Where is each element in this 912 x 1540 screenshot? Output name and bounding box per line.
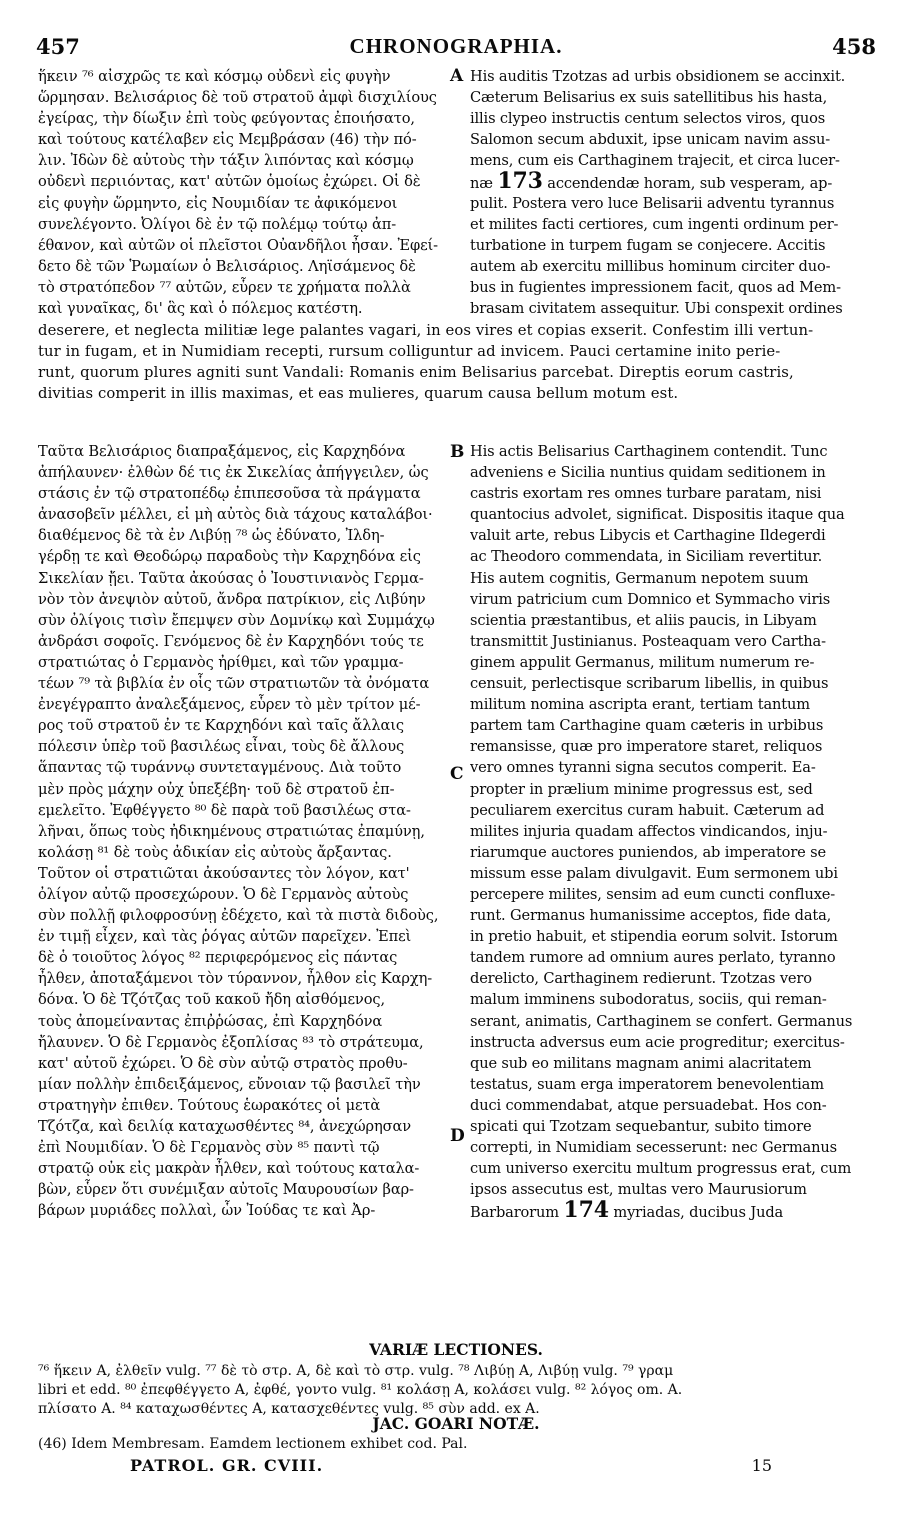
page-number-right: 458 (832, 34, 876, 59)
greek-text-line: νὸν τὸν ἀνεψιὸν αὐτοῦ, ἄνδρα πατρίκιον, εἰς Λιβύην (38, 590, 426, 608)
greek-text-line: δόνα. Ὁ δὲ Τζότζας τοῦ κακοῦ ἤδη αἰσθόμενος, (38, 991, 385, 1009)
latin-text-line: tandem rumore ad omnium aures perlato, tyranno (470, 949, 836, 967)
latin-text-line: vero omnes tyranni signa secutos comperit. Ea- (470, 759, 816, 777)
latin-text-line: milites injuria quadam affectos vindicandos, inju- (470, 822, 828, 840)
latin-text-line: quantocius advolet, significat. Dispositis itaque qua (470, 506, 845, 524)
latin-text-line: autem ab exercitu millibus hominum circiter duo- (470, 257, 831, 275)
greek-text-line: λῆναι, ὅπως τοὺς ἠδικημένους στρατιώτας ἐπαμύνῃ, (38, 822, 425, 840)
latin-text-line: brasam civitatem assequitur. Ubi conspexit ordines (470, 300, 843, 318)
latin-text-line: His actis Belisarius Carthaginem contendit. Tunc (470, 443, 828, 460)
latin-text-line: mens, cum eis Carthaginem trajecit, et circa lucer- (470, 152, 840, 170)
goari-notes-heading: JAC. GOARI NOTÆ. (372, 1414, 540, 1433)
latin-text-line: His auditis Tzotzas ad urbis obsidionem se accinxit. (470, 68, 846, 85)
latin-text-line: valuit arte, rebus Libycis et Carthagine Ildegerdi (470, 527, 826, 545)
greek-text-line: δετο δὲ τῶν Ῥωμαίων ὁ Βελισάριος. Ληϊσάμενος δὲ (38, 257, 416, 275)
latin-text-line: pulit. Postera vero luce Belisarii adventu tyrannus (470, 194, 835, 212)
greek-text-line: ἐν τιμῇ εἶχεν, καὶ τὰς ῥόγας αὐτῶν παρεῖχεν. Ἐπεὶ (38, 928, 412, 946)
latin-text-line: serant, animatis, Carthaginem se confert. Germanus (470, 1012, 853, 1030)
latin-text-line: turbatione in turpem fugam se conjecere. Accitis (470, 236, 826, 254)
greek-text-line: τέων ⁷⁹ τὰ βιβλία ἐν οἷς τῶν στρατιωτῶν τὰ ὀνόματα (38, 675, 430, 693)
latin-text-line: malum imminens subodoratus, sociis, qui reman- (470, 991, 827, 1009)
greek-text-line: στάσις ἐν τῷ στρατοπέδῳ ἐπιπεσοῦσα τὰ πράγματα (38, 485, 421, 503)
greek-text-line: στρατηγὴν ἐπιθεν. Τούτους ἑωρακότες οἱ μετὰ (38, 1096, 381, 1114)
variae-lectiones-notes (38, 1362, 872, 1419)
latin-text-line: percepere milites, sensim ad eum cuncti confluxe- (470, 885, 836, 903)
latin-text-line: ac Theodoro commendata, in Siciliam revertitur. (470, 548, 823, 566)
signature-mark: 15 (751, 1456, 772, 1475)
greek-text-line: σὺν πολλῇ φιλοφροσύνῃ ἐδέχετο, καὶ τὰ πιστὰ διδοὺς, (38, 907, 439, 925)
greek-text-line: ἀπήλαυνεν· ἐλθὼν δέ τις ἐκ Σικελίας ἀπήγγειλεν, ὡς (38, 464, 429, 482)
greek-text-line: πόλεσιν ὑπὲρ τοῦ βασιλέως εἶναι, τοὺς δὲ ἄλλους (38, 738, 405, 756)
greek-text-line: στρατῷ οὐκ εἰς μακρὰν ἦλθεν, καὶ τούτους καταλα- (38, 1160, 420, 1178)
latin-text-line: propter in prælium minime progressus est, sed (470, 780, 813, 798)
column-marker-number: 174 (563, 1197, 609, 1222)
greek-text-line: εμελεῖτο. Ἐφθέγγετο ⁸⁰ δὲ παρὰ τοῦ βασιλέως στα- (38, 801, 411, 819)
goari-note (38, 1435, 872, 1454)
running-title: CHRONOGRAPHIA. (349, 34, 563, 58)
latin-text-line: in pretio habuit, et stipendia eorum solvit. Istorum (470, 928, 838, 946)
latin-text-line: et milites facti certiores, cum ingenti ordinum per- (470, 215, 839, 233)
greek-text-line: τοὺς ἀπομείναντας ἐπιῤῥώσας, ἐπὶ Καρχηδόνα (38, 1012, 383, 1030)
latin-text-line: Cæterum Belisarius ex suis satellitibus his hasta, (470, 89, 828, 107)
variant-reading-line: libri et edd. ⁸⁰ ἐπεφθέγγετο A, ἐφθέ, γοντο vulg. ⁸¹ κολάσῃ A, κολάσει vulg. ⁸² λόγος om. A. (38, 1382, 683, 1398)
greek-text-line: βὼν, εὗρεν ὅτι συνέμιξαν αὐτοῖς Μαυρουσίων βαρ- (38, 1181, 414, 1199)
goari-note-text: (46) Idem Membresam. Eamdem lectionem exhibet cod. Pal. (38, 1436, 468, 1452)
greek-text-line: διαθέμενος δὲ τὰ ἐν Λιβύῃ ⁷⁸ ὡς ἐδύνατο, Ἰλδη- (38, 527, 385, 545)
column-marker-number: 173 (497, 168, 543, 195)
greek-text-line: ὥρμησαν. Βελισάριος δὲ τοῦ στρατοῦ ἀμφὶ δισχιλίους (38, 89, 437, 107)
margin-letter-d: D (450, 1126, 465, 1146)
latin-text-line: divitias comperit in illis maximas, et eas mulieres, quarum causa bellum motum est. (38, 385, 679, 403)
greek-text-line: εἰς φυγὴν ὥρμηντο, εἰς Νουμιδίαν τε ἀφικόμενοι (38, 194, 398, 212)
greek-text-line: οὐδενὶ περιιόντας, κατ' αὐτῶν ὁμοίως ἐχώρει. Οἱ δὲ (38, 173, 421, 191)
page-number-left: 457 (36, 34, 80, 59)
latin-text-line: His autem cognitis, Germanum nepotem suum (470, 569, 809, 587)
greek-text-line: μίαν πολλὴν ἐπιδειξάμενος, εὔνοιαν τῷ βασιλεῖ τὴν (38, 1075, 421, 1093)
latin-text-line: ipsos assecutus est, multas vero Maurusiorum (470, 1181, 807, 1199)
margin-letter-b: B (450, 442, 465, 462)
greek-text-line: κολάσῃ ⁸¹ δὲ τοὺς ἀδικίαν εἰς αὐτοὺς ἄρξαντας. (38, 843, 392, 861)
greek-text-line: Σικελίαν ᾔει. Ταῦτα ἀκούσας ὁ Ἰουστινιανὸς Γερμα- (38, 569, 424, 587)
greek-text-line: ἥκειν ⁷⁶ αἰσχρῶς τε καὶ κόσμῳ οὐδενὶ εἰς φυγὴν (38, 68, 391, 85)
latin-text-line: instructa adversus eum acie progreditur; exercitus- (470, 1033, 845, 1051)
latin-text-line: Barbarorum 174 myriadas, ducibus Juda (470, 1197, 784, 1222)
latin-text-line: derelicto, Carthaginem redierunt. Tzotzas vero (470, 970, 812, 988)
latin-text-line: riarumque auctores puniendos, ab imperatore se (470, 843, 826, 861)
latin-text-line: scientia præstantibus, et aliis paucis, in Libyam (470, 611, 817, 629)
latin-text-line: castris exortam res omnes turbare paratam, nisi (470, 485, 822, 503)
greek-text-line: Ταῦτα Βελισάριος διαπραξάμενος, εἰς Καρχηδόνα (38, 443, 406, 460)
latin-text-line: testatus, suam erga imperatorem benevolentiam (470, 1075, 824, 1093)
greek-text-line: καὶ γυναῖκας, δι' ἃς καὶ ὁ πόλεμος κατέστη. (38, 300, 363, 318)
latin-text-line: runt, quorum plures agniti sunt Vandali: Romanis enim Belisarius parcebat. Direptis eorum castris, (38, 364, 794, 382)
page-footer (130, 1456, 772, 1480)
greek-text-line: βάρων μυριάδες πολλαὶ, ὧν Ἰούδας τε καὶ Ἀρ- (38, 1202, 376, 1220)
latin-text-line: transmittit Justinianus. Posteaquam vero Cartha- (470, 632, 826, 650)
latin-text-line: deserere, et neglecta militiæ lege palantes vagari, in eos vires et copias exserit. Confestim illi vertun- (38, 322, 814, 339)
greek-text-line: λιν. Ἰδὼν δὲ αὐτοὺς τὴν τάξιν λιπόντας καὶ κόσμῳ (38, 152, 414, 170)
latin-text-line: remansisse, quæ pro imperatore staret, reliquos (470, 738, 823, 756)
greek-text-line: κατ' αὐτοῦ ἐχώρει. Ὁ δὲ σὺν αὐτῷ στρατὸς προθυ- (38, 1054, 408, 1072)
latin-text-line: bus in fugientes impressionem facit, quos ad Mem- (470, 278, 841, 296)
variant-reading-line: πλίσατο A. ⁸⁴ καταχωσθέντες A, κατασχεθέντες vulg. ⁸⁵ σὺν add. ex A. (38, 1401, 540, 1417)
greek-text-line: ἐγείρας, τὴν δίωξιν ἐπὶ τοὺς φεύγοντας ἐποιήσατο, (38, 110, 415, 128)
variae-lectiones-heading: VARIÆ LECTIONES. (369, 1340, 543, 1359)
greek-column-section-1 (38, 66, 458, 319)
greek-text-line: ἐπὶ Νουμιδίαν. Ὁ δὲ Γερμανὸς σὺν ⁸⁵ παντὶ τῷ (38, 1139, 380, 1157)
latin-text-line: que sub eo militans magnam animi alacritatem (470, 1054, 812, 1072)
patrologia-reference: PATROL. GR. CVIII. (130, 1456, 324, 1475)
greek-text-line: ἀνδράσι σοφοῖς. Γενόμενος δὲ ἐν Καρχηδόνι τούς τε (38, 632, 424, 650)
greek-text-line: γέρδῃ τε καὶ Θεοδώρῳ παραδοὺς τὴν Καρχηδόνα εἰς (38, 548, 421, 566)
greek-text-line: τὸ στρατόπεδον ⁷⁷ αὐτῶν, εὗρεν τε χρήματα πολλὰ (38, 278, 411, 296)
latin-text-line: missum esse palam divulgavit. Eum sermonem ubi (470, 864, 838, 882)
greek-text-line: έθανον, καὶ αὐτῶν οἱ πλεῖστοι Οὐανδῆλοι ἦσαν. Ἐφεί- (38, 236, 438, 254)
latin-full-width-lines (38, 320, 876, 404)
variant-reading-line: ⁷⁶ ἥκειν A, ἐλθεῖν vulg. ⁷⁷ δὲ τὸ στρ. A, δὲ καὶ τὸ στρ. vulg. ⁷⁸ Λιβύῃ A, Λιβύῃ vulg. ⁷⁹ γραμ (38, 1363, 674, 1379)
margin-letter-a: A (450, 66, 464, 86)
latin-text-line: tur in fugam, et in Numidiam recepti, rursum colliguntur ad invicem. Pauci certamine inito perie- (38, 343, 781, 361)
page-header (36, 34, 876, 64)
latin-text-line: spicati qui Tzotzam sequebantur, subito timore (470, 1118, 812, 1135)
greek-text-line: ἤλαυνεν. Ὁ δὲ Γερμανὸς ἐξοπλίσας ⁸³ τὸ στράτευμα, (38, 1033, 424, 1051)
latin-column-section-1 (470, 66, 876, 319)
greek-text-line: ἐνεγέγραπτο ἀναλεξάμενος, εὗρεν τὸ μὲν τρίτον μέ- (38, 696, 421, 714)
greek-text-line: ρος τοῦ στρατοῦ ἐν τε Καρχηδόνι καὶ ταῖς ἄλλαις (38, 717, 404, 735)
greek-text-line: Τζότζα, καὶ δειλίᾳ καταχωσθέντες ⁸⁴, ἀνεχώρησαν (38, 1118, 412, 1135)
greek-text-line: ἀνασοβεῖν μέλλει, εἰ μὴ αὐτὸς διὰ τάχους καταλάβοι· (38, 506, 433, 524)
margin-letter-c: C (450, 764, 464, 784)
latin-text-line: correpti, in Numidiam secesserunt: nec Germanus (470, 1139, 837, 1157)
latin-text-line: cum universo exercitu multum progressus erat, cum (470, 1160, 852, 1178)
latin-text-line: censuit, perlectisque scribarum libellis, in quibus (470, 675, 829, 693)
latin-text-line: virum patricium cum Domnico et Symmacho viris (470, 590, 831, 608)
greek-column-section-2 (38, 441, 458, 1221)
greek-text-line: δὲ ὁ τοιοῦτος λόγος ⁸² περιφερόμενος εἰς πάντας (38, 949, 398, 967)
latin-text-line: næ 173 accendendæ horam, sub vesperam, ap- (470, 168, 833, 195)
latin-text-line: runt. Germanus humanissime acceptos, fide data, (470, 907, 832, 925)
greek-text-line: ὀλίγον αὐτῷ προσεχώρουν. Ὁ δὲ Γερμανὸς αὐτοὺς (38, 885, 409, 903)
greek-text-line: συνελέγοντο. Ὀλίγοι δὲ ἐν τῷ πολέμῳ τούτῳ ἀπ- (38, 215, 397, 233)
greek-text-line: ἦλθεν, ἀποταξάμενοι τὸν τύραννον, ἦλθον εἰς Καρχη- (38, 970, 433, 988)
greek-text-line: Τοῦτον οἱ στρατιῶται ἀκούσαντες τὸν λόγον, κατ' (38, 864, 410, 882)
latin-text-line: militum nomina ascripta erant, tertiam tantum (470, 696, 810, 714)
greek-text-line: σὺν ὀλίγοις τισὶν ἔπεμψεν σὺν Δομνίκῳ καὶ Συμμάχῳ (38, 611, 435, 629)
latin-text-line: Salomon secum abduxit, ipse unicam navim assu- (470, 131, 831, 149)
latin-text-line: duci commendabat, atque persuadebat. Hos con- (470, 1096, 827, 1114)
greek-text-line: ἅπαντας τῷ τυράννῳ συντεταγμένους. Διὰ τοῦτο (38, 759, 402, 777)
greek-text-line: μὲν πρὸς μάχην οὐχ ὑπεξέβη· τοῦ δὲ στρατοῦ ἐπ- (38, 780, 395, 798)
latin-text-line: ginem appulit Germanus, militum numerum re- (470, 653, 815, 671)
latin-text-line: adveniens e Sicilia nuntius quidam seditionem in (470, 464, 826, 482)
latin-text-line: illis clypeo instructis centum selectos viros, quos (470, 110, 826, 128)
greek-text-line: καὶ τούτους κατέλαβεν εἰς Μεμβράσαν (46) τὴν πό- (38, 131, 417, 149)
latin-column-section-2 (470, 441, 876, 1221)
latin-text-line: peculiarem exercitus curam habuit. Cæterum ad (470, 801, 825, 819)
greek-text-line: στρατιώτας ὁ Γερμανὸς ἠρίθμει, καὶ τῶν γραμμα- (38, 653, 404, 671)
latin-text-line: partem tam Carthagine quam cæteris in urbibus (470, 717, 824, 735)
